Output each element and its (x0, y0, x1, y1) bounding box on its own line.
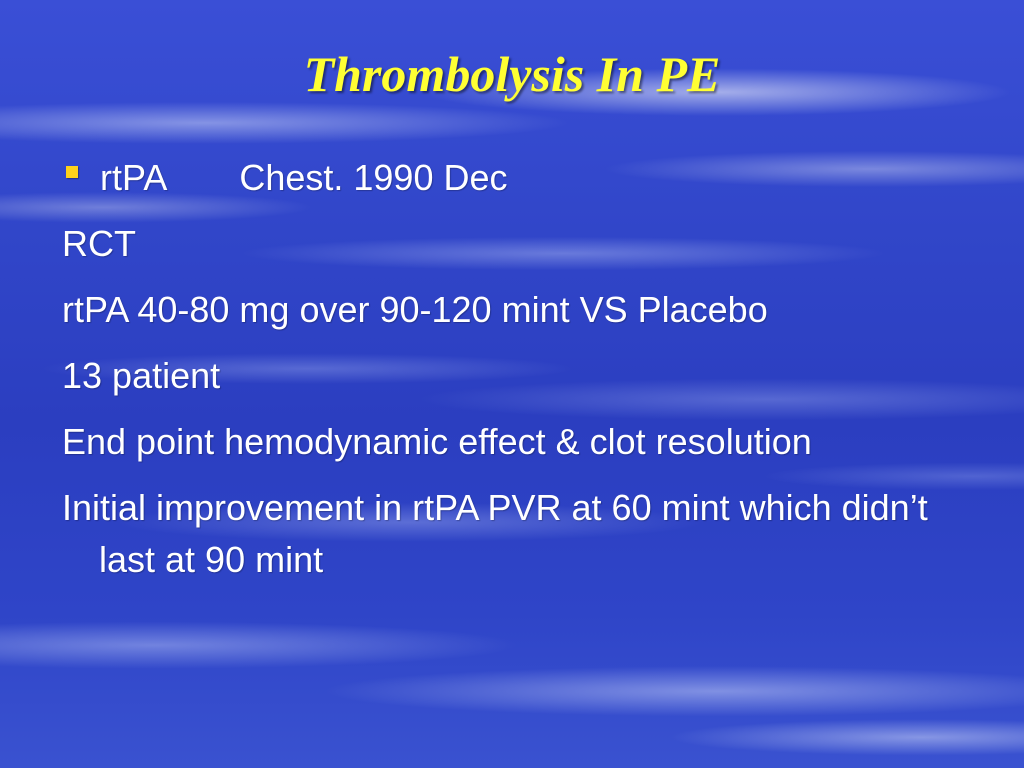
body-line-patients: 13 patient (62, 355, 221, 396)
body-line-design: RCT (62, 223, 136, 264)
slide-body (62, 152, 982, 600)
bullet-item (62, 152, 982, 204)
bullet-item-source: Chest. 1990 Dec (239, 157, 508, 198)
body-line-end-point: End point hemodynamic effect & clot resolution (62, 421, 812, 462)
slide-title: Thrombolysis In PE (303, 46, 721, 102)
body-line-dosage: rtPA 40-80 mg over 90-120 mint VS Placebo (62, 289, 768, 330)
square-bullet-icon (66, 166, 78, 178)
body-line-result: Initial improvement in rtPA PVR at 60 mint which didn’t last at 90 mint (62, 487, 928, 580)
bullet-item-label: rtPA (100, 157, 168, 198)
